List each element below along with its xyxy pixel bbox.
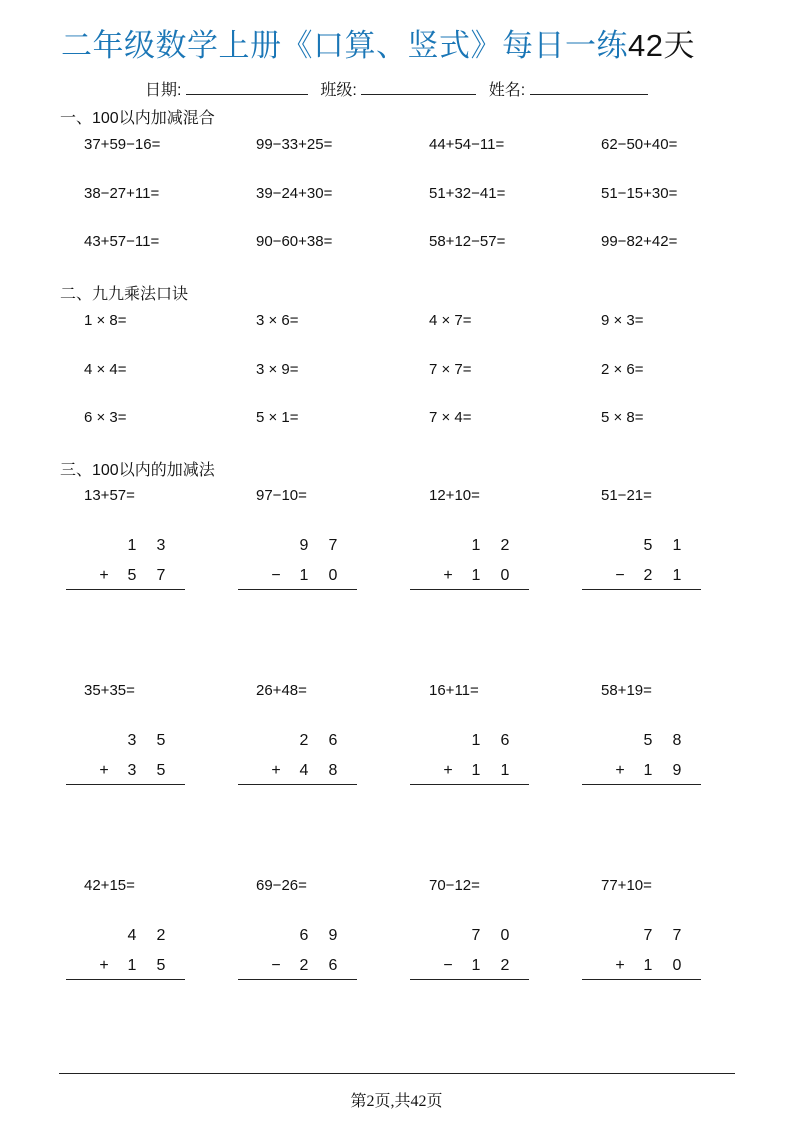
- operator-sign: +: [615, 957, 625, 974]
- operator-sign: +: [615, 762, 625, 779]
- digit: 0: [500, 567, 510, 584]
- problem: 2 × 6=: [601, 361, 644, 378]
- operator-sign: +: [99, 567, 109, 584]
- problem-expression: 12+10=: [429, 487, 480, 504]
- digit: 0: [328, 567, 338, 584]
- problem-expression: 69−26=: [256, 877, 307, 894]
- problem: 4 × 7=: [429, 312, 472, 329]
- problem: 37+59−16=: [84, 136, 161, 153]
- digit: 9: [299, 537, 309, 554]
- problem-expression: 42+15=: [84, 877, 135, 894]
- answer-line[interactable]: [582, 979, 701, 980]
- vertical-calculation: [238, 536, 358, 590]
- digit: 5: [643, 732, 653, 749]
- problem: 5 × 8=: [601, 409, 644, 426]
- problem: 4 × 4=: [84, 361, 127, 378]
- problem-expression: 58+19=: [601, 682, 652, 699]
- operator-sign: +: [443, 567, 453, 584]
- problem-expression: 35+35=: [84, 682, 135, 699]
- answer-line[interactable]: [582, 589, 701, 590]
- digit: 4: [299, 762, 309, 779]
- digit: 2: [299, 732, 309, 749]
- title-days: 42天: [628, 28, 695, 63]
- vertical-calculation: [582, 731, 702, 785]
- digit: 1: [299, 567, 309, 584]
- vertical-calculation: [410, 926, 530, 980]
- problem: 3 × 6=: [256, 312, 299, 329]
- problem: 39−24+30=: [256, 185, 333, 202]
- digit: 1: [471, 537, 481, 554]
- digit: 7: [471, 927, 481, 944]
- problem: 90−60+38=: [256, 233, 333, 250]
- digit: 1: [500, 762, 510, 779]
- digit: 5: [156, 957, 166, 974]
- vertical-calculation: [66, 731, 186, 785]
- problem-expression: 51−21=: [601, 487, 652, 504]
- operator-sign: −: [271, 567, 281, 584]
- digit: 5: [127, 567, 137, 584]
- section-heading-mixed: 一、100以内加减混合: [60, 110, 215, 127]
- operator-sign: −: [271, 957, 281, 974]
- problem: 43+57−11=: [84, 233, 160, 250]
- name-label: 姓名:: [488, 82, 526, 99]
- vertical-calculation: [582, 536, 702, 590]
- problem: 99−82+42=: [601, 233, 678, 250]
- answer-line[interactable]: [66, 784, 185, 785]
- problem-expression: 26+48=: [256, 682, 307, 699]
- digit: 7: [672, 927, 682, 944]
- class-blank[interactable]: [361, 80, 476, 95]
- digit: 2: [299, 957, 309, 974]
- digit: 6: [328, 732, 338, 749]
- problem: 7 × 4=: [429, 409, 472, 426]
- digit: 1: [127, 537, 137, 554]
- date-blank[interactable]: [186, 80, 308, 95]
- operator-sign: +: [443, 762, 453, 779]
- operator-sign: +: [99, 762, 109, 779]
- digit: 6: [328, 957, 338, 974]
- digit: 1: [471, 957, 481, 974]
- answer-line[interactable]: [66, 979, 185, 980]
- digit: 2: [156, 927, 166, 944]
- answer-line[interactable]: [582, 784, 701, 785]
- problem: 7 × 7=: [429, 361, 472, 378]
- student-info-row: [145, 80, 648, 102]
- answer-line[interactable]: [238, 589, 357, 590]
- digit: 1: [643, 762, 653, 779]
- digit: 5: [156, 762, 166, 779]
- vertical-calculation: [582, 926, 702, 980]
- section-heading-vertical: 三、100以内的加减法: [60, 462, 215, 479]
- section-heading-multiplication: 二、九九乘法口诀: [60, 286, 189, 303]
- problem-expression: 16+11=: [429, 682, 479, 699]
- problem-expression: 97−10=: [256, 487, 307, 504]
- digit: 2: [500, 957, 510, 974]
- problem: 51+32−41=: [429, 185, 506, 202]
- problem-expression: 77+10=: [601, 877, 652, 894]
- digit: 4: [127, 927, 137, 944]
- digit: 3: [127, 762, 137, 779]
- problem: 38−27+11=: [84, 185, 160, 202]
- digit: 1: [672, 567, 682, 584]
- digit: 1: [127, 957, 137, 974]
- digit: 7: [156, 567, 166, 584]
- digit: 0: [500, 927, 510, 944]
- date-label: 日期:: [145, 82, 182, 99]
- problem: 3 × 9=: [256, 361, 299, 378]
- operator-sign: −: [443, 957, 453, 974]
- problem: 44+54−11=: [429, 136, 505, 153]
- vertical-calculation: [410, 731, 530, 785]
- digit: 1: [471, 732, 481, 749]
- problem: 6 × 3=: [84, 409, 127, 426]
- answer-line[interactable]: [238, 979, 357, 980]
- vertical-calculation: [410, 536, 530, 590]
- digit: 5: [643, 537, 653, 554]
- class-label: 班级:: [320, 82, 357, 99]
- vertical-calculation: [66, 536, 186, 590]
- digit: 7: [328, 537, 338, 554]
- vertical-calculation: [238, 731, 358, 785]
- title-main: 二年级数学上册《口算、竖式》每日一练: [61, 28, 628, 63]
- vertical-calculation: [66, 926, 186, 980]
- digit: 7: [643, 927, 653, 944]
- operator-sign: +: [271, 762, 281, 779]
- answer-line[interactable]: [238, 784, 357, 785]
- problem-expression: 13+57=: [84, 487, 135, 504]
- operator-sign: −: [615, 567, 625, 584]
- digit: 1: [471, 762, 481, 779]
- name-blank[interactable]: [530, 80, 648, 95]
- digit: 2: [500, 537, 510, 554]
- problem: 62−50+40=: [601, 136, 678, 153]
- digit: 9: [672, 762, 682, 779]
- answer-line[interactable]: [410, 979, 529, 980]
- digit: 1: [471, 567, 481, 584]
- digit: 9: [328, 927, 338, 944]
- footer-divider: [59, 1073, 735, 1074]
- problem-expression: 70−12=: [429, 877, 480, 894]
- digit: 3: [156, 537, 166, 554]
- digit: 0: [672, 957, 682, 974]
- digit: 2: [643, 567, 653, 584]
- answer-line[interactable]: [66, 589, 185, 590]
- digit: 8: [328, 762, 338, 779]
- digit: 6: [299, 927, 309, 944]
- digit: 5: [156, 732, 166, 749]
- digit: 3: [127, 732, 137, 749]
- digit: 6: [500, 732, 510, 749]
- answer-line[interactable]: [410, 784, 529, 785]
- page-title: [0, 26, 756, 66]
- problem: 9 × 3=: [601, 312, 644, 329]
- digit: 1: [672, 537, 682, 554]
- page-number: 第2页,共42页: [350, 1093, 443, 1110]
- problem: 99−33+25=: [256, 136, 333, 153]
- answer-line[interactable]: [410, 589, 529, 590]
- problem: 58+12−57=: [429, 233, 506, 250]
- problem: 51−15+30=: [601, 185, 678, 202]
- digit: 8: [672, 732, 682, 749]
- problem: 1 × 8=: [84, 312, 127, 329]
- problem: 5 × 1=: [256, 409, 299, 426]
- digit: 1: [643, 957, 653, 974]
- operator-sign: +: [99, 957, 109, 974]
- vertical-calculation: [238, 926, 358, 980]
